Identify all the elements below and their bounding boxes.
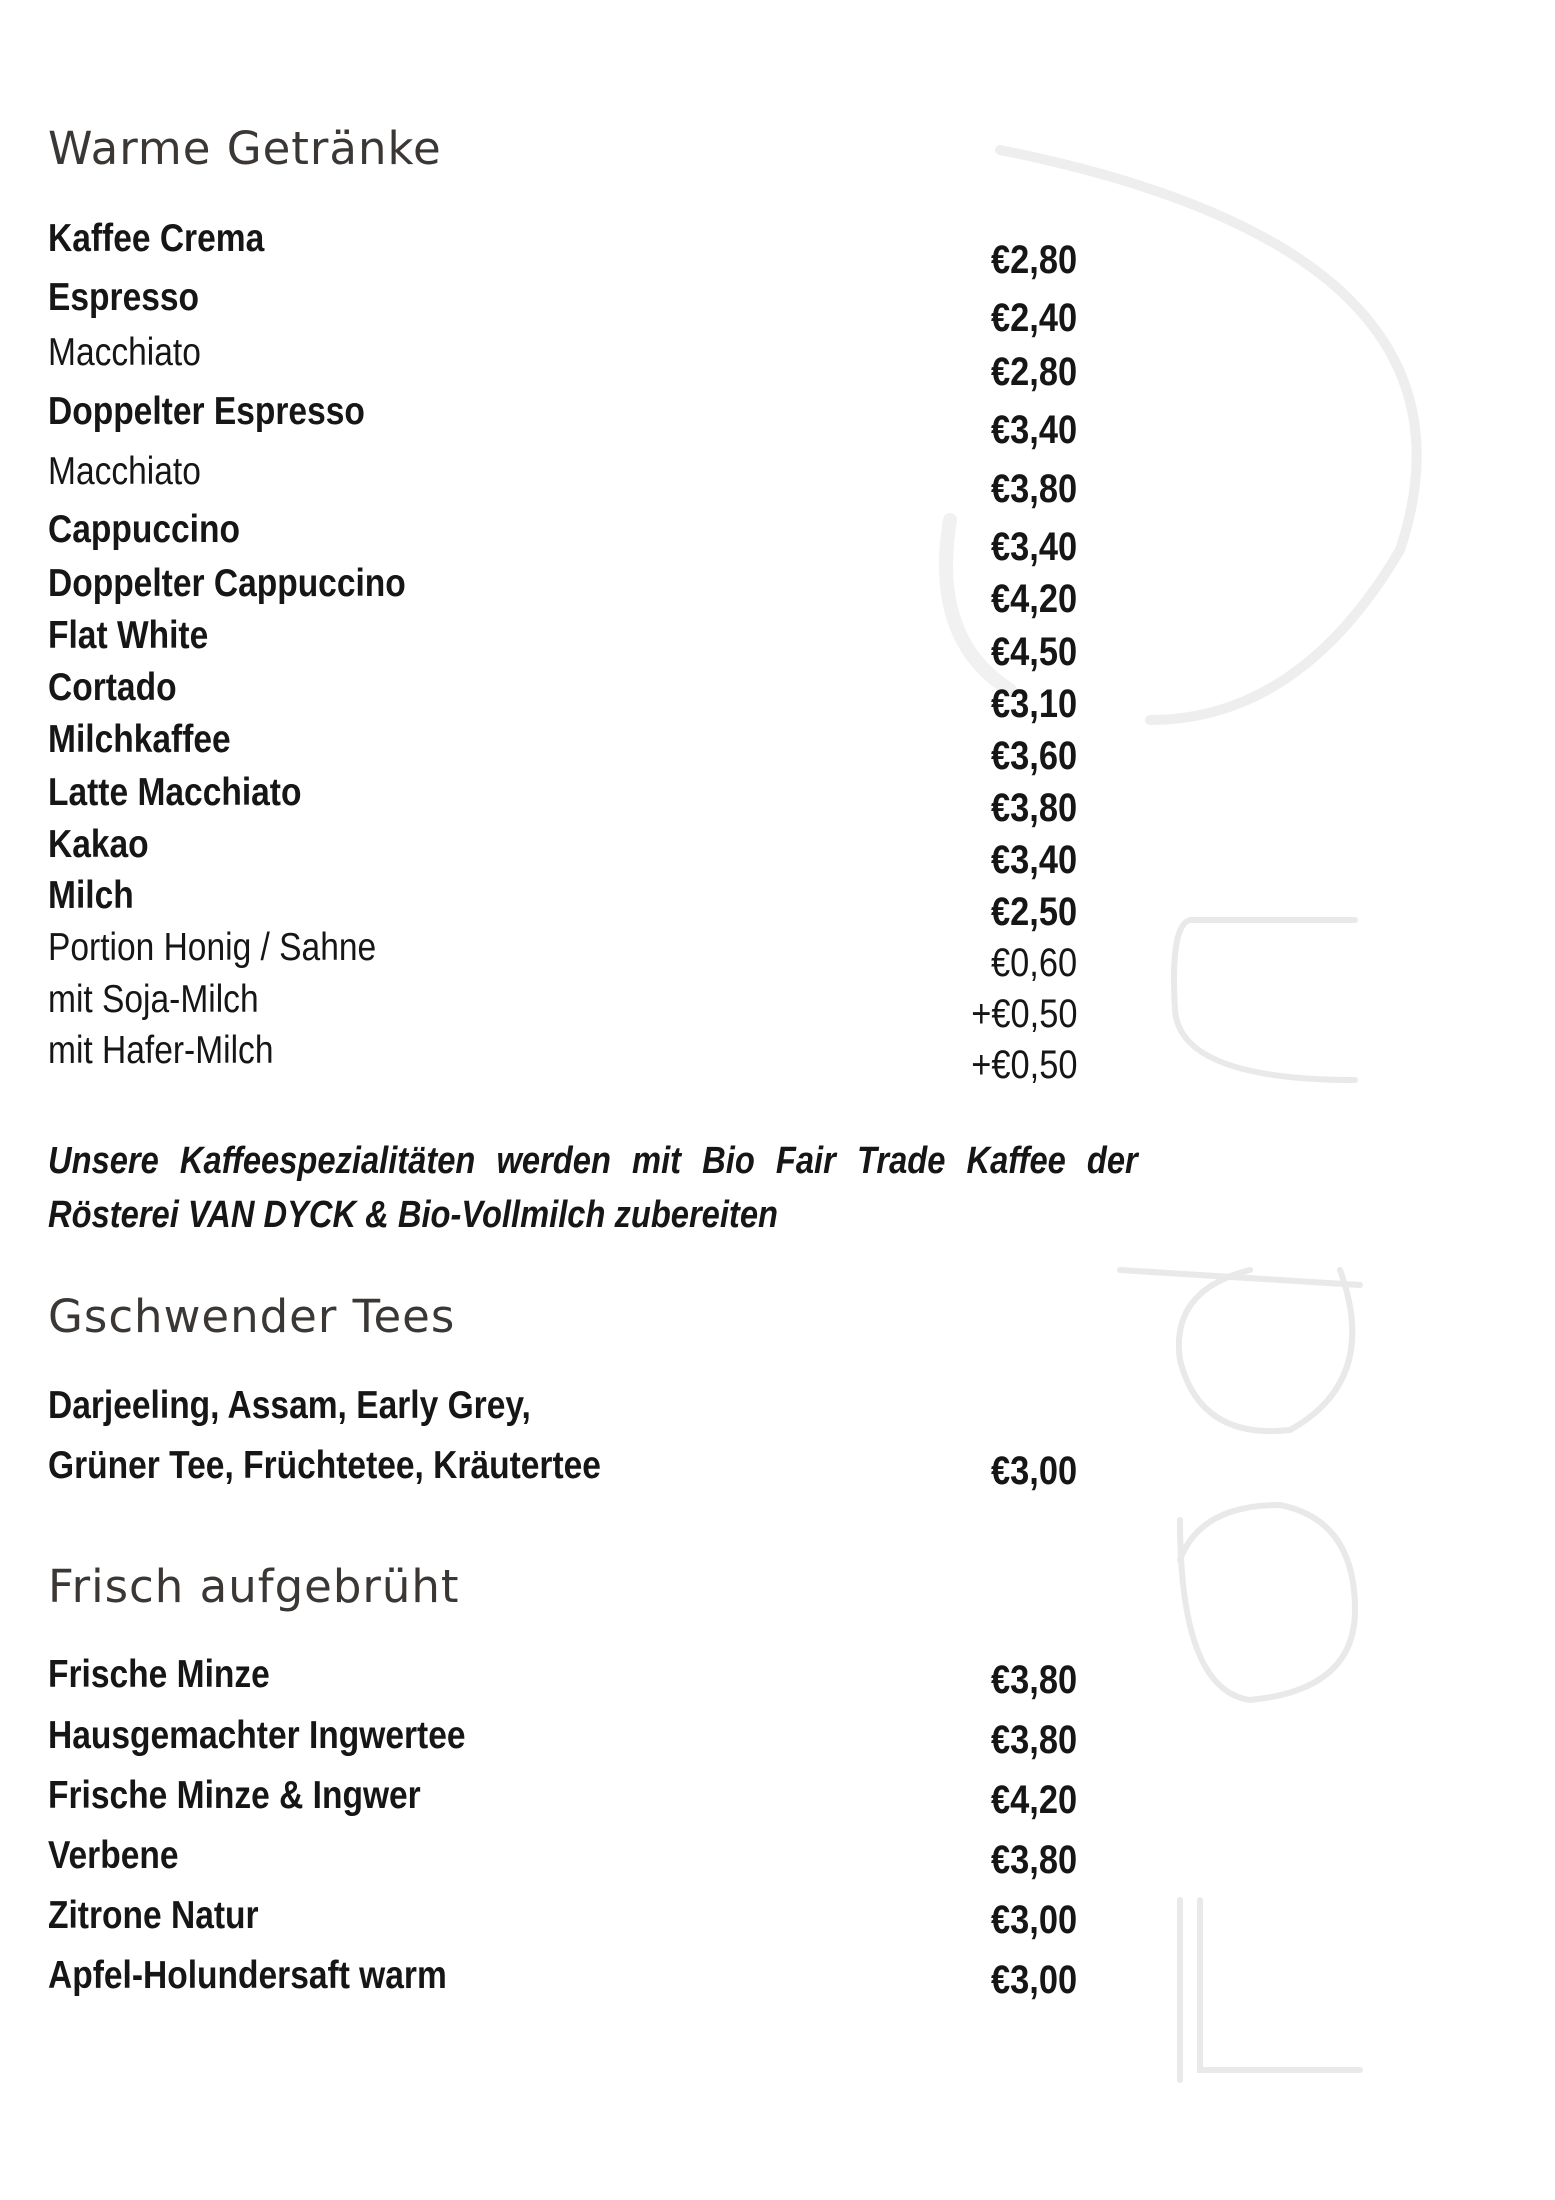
- section-title-fresh-brewed: Frisch aufgebrüht: [48, 1560, 460, 1613]
- menu-item-price: +€0,50: [970, 1043, 1077, 1087]
- tea-list-line-1: Darjeeling, Assam, Early Grey,: [48, 1384, 531, 1427]
- menu-item-name: Frische Minze: [48, 1653, 270, 1696]
- menu-item-price: €4,20: [990, 1778, 1077, 1822]
- menu-item-name: Frische Minze & Ingwer: [48, 1774, 421, 1817]
- menu-item-name: mit Soja-Milch: [48, 978, 259, 1021]
- menu-item-price: €3,80: [990, 786, 1077, 830]
- menu-item-name: Portion Honig / Sahne: [48, 926, 377, 969]
- coffee-note-line-1: Unsere Kaffeespezialitäten werden mit Bio Fair Trade Kaffee der: [48, 1140, 1138, 1182]
- menu-item-price: €2,40: [990, 296, 1077, 340]
- menu-item-price: €3,60: [990, 734, 1077, 778]
- menu-item-price: €3,10: [990, 682, 1077, 726]
- menu-item-price: €3,80: [990, 467, 1077, 511]
- menu-item-price: €3,00: [990, 1898, 1077, 1942]
- menu-item-price: €4,50: [990, 630, 1077, 674]
- menu-item-price: €3,80: [990, 1658, 1077, 1702]
- menu-item-name: Doppelter Cappuccino: [48, 562, 406, 605]
- menu-item-name: Macchiato: [48, 331, 201, 374]
- menu-item-price: +€0,50: [970, 992, 1077, 1036]
- menu-item-name: Flat White: [48, 614, 209, 657]
- menu-item-price: €2,80: [990, 350, 1077, 394]
- menu-item-name: Apfel-Holundersaft warm: [48, 1954, 447, 1997]
- menu-item-name: Zitrone Natur: [48, 1894, 259, 1937]
- menu-item-price: €3,40: [990, 525, 1077, 569]
- menu-item-price: €0,60: [990, 941, 1077, 985]
- menu-item-price: €3,80: [990, 1718, 1077, 1762]
- menu-item-price: €2,80: [990, 238, 1077, 282]
- menu-item-name: Cappuccino: [48, 508, 240, 551]
- menu-item-name: Espresso: [48, 276, 200, 319]
- menu-item-name: Kakao: [48, 823, 149, 866]
- menu-item-name: Latte Macchiato: [48, 771, 302, 814]
- tea-price: €3,00: [990, 1449, 1077, 1493]
- coffee-note-line-2: Rösterei VAN DYCK & Bio-Vollmilch zubereiten: [48, 1194, 778, 1236]
- menu-item-name: Cortado: [48, 666, 177, 709]
- menu-item-price: €3,80: [990, 1838, 1077, 1882]
- menu-item-name: Verbene: [48, 1834, 179, 1877]
- menu-item-name: Kaffee Crema: [48, 217, 265, 260]
- menu-item-price: €3,00: [990, 1958, 1077, 2002]
- section-title-teas: Gschwender Tees: [48, 1290, 456, 1343]
- menu-item-name: mit Hafer-Milch: [48, 1029, 274, 1072]
- tea-list-line-2: Grüner Tee, Früchtetee, Kräutertee: [48, 1444, 601, 1487]
- menu-item-name: Macchiato: [48, 450, 201, 493]
- coffee-note: [48, 1134, 1149, 1242]
- menu-item-name: Milch: [48, 874, 134, 917]
- menu-item-price: €2,50: [990, 890, 1077, 934]
- menu-item-price: €3,40: [990, 408, 1077, 452]
- menu-item-name: Hausgemachter Ingwertee: [48, 1714, 466, 1757]
- menu-item-name: Milchkaffee: [48, 718, 231, 761]
- section-title-warm-drinks: Warme Getränke: [48, 122, 442, 175]
- menu-item-price: €4,20: [990, 577, 1077, 621]
- menu-item-name: Doppelter Espresso: [48, 390, 365, 433]
- menu-item-price: €3,40: [990, 838, 1077, 882]
